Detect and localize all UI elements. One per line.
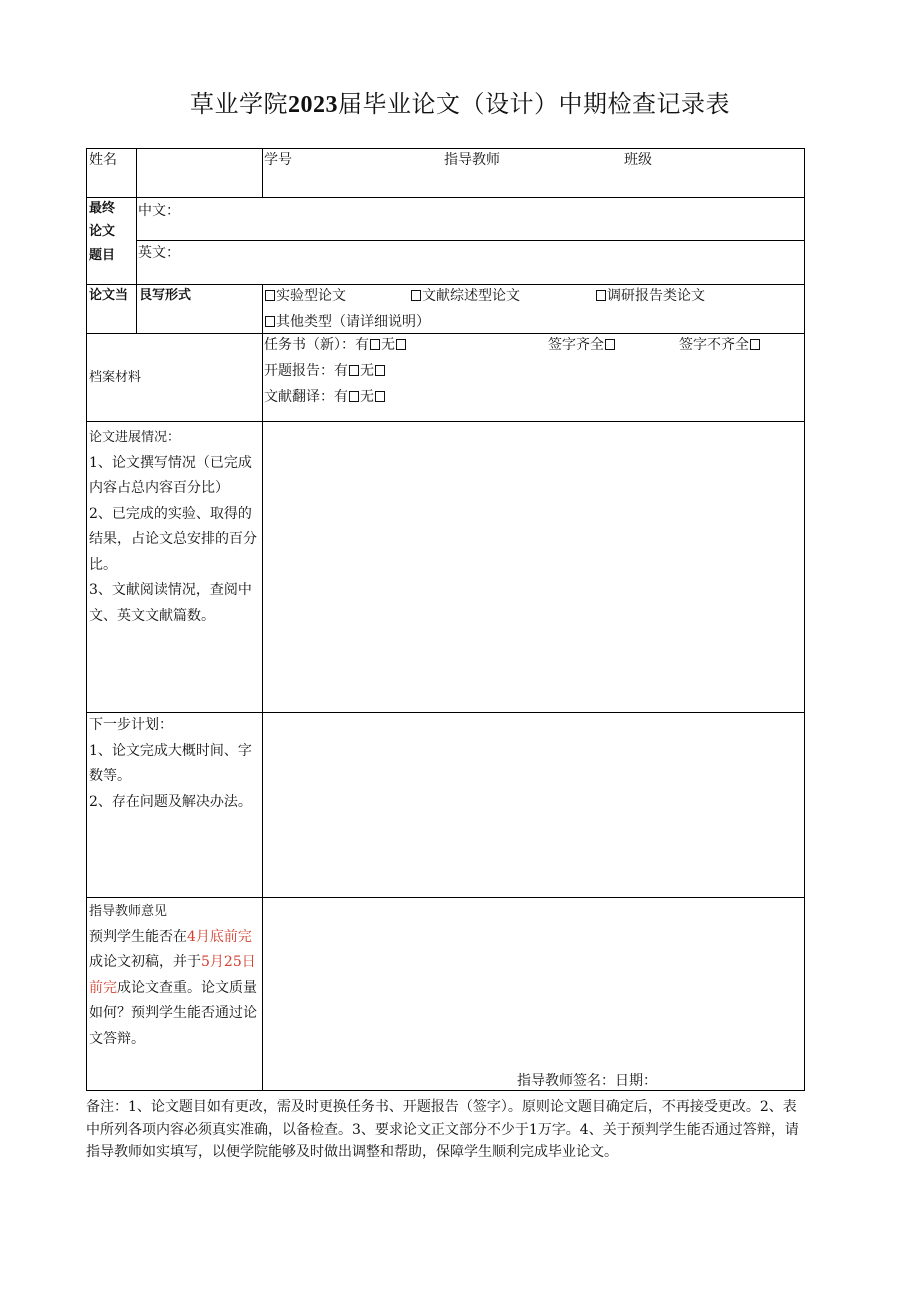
- col-divider: [136, 197, 137, 284]
- sign-complete-item: 签字齐全: [548, 335, 616, 355]
- thesis-type-label-2: 艮写形式: [139, 288, 192, 303]
- row-divider: [87, 897, 804, 898]
- thesis-type-label: 论文当: [89, 288, 129, 303]
- row-divider: [136, 240, 804, 241]
- type-option-experimental[interactable]: 实验型论文: [264, 286, 346, 306]
- checkbox-icon[interactable]: [750, 339, 760, 350]
- student-id-label: 学号: [264, 152, 292, 168]
- name-field[interactable]: [139, 150, 259, 194]
- advisor-section: [89, 899, 261, 1052]
- advisor-text: 预判学生能否在4月底前完成论文初稿，并于5月25日前完成论文查重。论文质量如何？预判学生能否通过论文答辩。: [89, 928, 257, 1047]
- checkbox-icon: [411, 290, 421, 301]
- advisor-heading: 指导教师意见: [89, 904, 168, 919]
- task-book-item: 任务书（新）：有 无: [264, 335, 407, 355]
- progress-item-2: 2、已完成的实验、取得的结果，占论文总安排的百分比。: [89, 505, 257, 573]
- progress-field[interactable]: [264, 423, 802, 710]
- progress-section: [89, 425, 261, 629]
- plan-field[interactable]: [264, 714, 802, 895]
- checkbox-icon[interactable]: [605, 339, 615, 350]
- checkbox-icon[interactable]: [396, 339, 406, 350]
- archive-label: 档案材料: [89, 370, 142, 385]
- remarks-note: 备注：1、论文题目如有更改，需及时更换任务书、开题报告（签字）。原则论文题目确定后，不再接受更改。2、表中所列各项内容必须真实准确，以备检查。3、要求论文正文部分不少于1万字。4、关于预判学生能否通过答辩，请指导教师如实填写，以便学院能够及时做出调整和帮助，保障学生顺利完成毕业论文。: [86, 1099, 799, 1160]
- advisor-label: 指导教师: [444, 152, 500, 168]
- checkbox-icon: [596, 290, 606, 301]
- checkbox-icon[interactable]: [375, 365, 385, 376]
- final-title-label-1: 最终: [89, 201, 116, 216]
- progress-heading: 论文进展情况：: [89, 430, 181, 445]
- plan-heading: 下一步计划：: [89, 717, 173, 733]
- checkbox-icon: [265, 290, 275, 301]
- form-table: [86, 148, 805, 1091]
- plan-item-2: 2、存在问题及解决办法。: [89, 793, 252, 810]
- row-divider: [87, 284, 804, 285]
- sign-incomplete-item: 签字不齐全: [679, 335, 761, 355]
- checkbox-icon[interactable]: [375, 391, 385, 402]
- advisor-opinion-field[interactable]: [264, 899, 802, 1064]
- title-cn-label: 中文：: [138, 203, 180, 219]
- checkbox-icon[interactable]: [370, 339, 380, 350]
- type-option-review[interactable]: 文献综述型论文: [410, 286, 520, 306]
- plan-section: [89, 713, 261, 815]
- checkbox-icon[interactable]: [349, 365, 359, 376]
- checkbox-icon[interactable]: [349, 391, 359, 402]
- col-divider: [136, 284, 137, 333]
- row-divider: [87, 421, 804, 422]
- col-divider: [136, 149, 137, 197]
- col-divider: [262, 284, 263, 1090]
- advisor-signature-date: 指导教师签名：日期：: [517, 1073, 657, 1089]
- row-divider: [87, 333, 804, 334]
- title-en-label: 英文：: [138, 245, 180, 261]
- proposal-item: 开题报告：有 无: [264, 361, 386, 381]
- final-title-label-3: 题目: [89, 248, 116, 263]
- progress-item-3: 3、文献阅读情况，查阅中文、英文文献篇数。: [89, 582, 252, 624]
- plan-item-1: 1、论文完成大概时间、字数等。: [89, 742, 252, 784]
- class-label: 班级: [624, 152, 652, 168]
- checkbox-icon: [265, 316, 275, 327]
- type-option-survey[interactable]: 调研报告类论文: [595, 286, 705, 306]
- col-divider: [262, 149, 263, 197]
- page-title: 草业学院2023届毕业论文（设计）中期检查记录表: [190, 90, 730, 118]
- final-title-label-2: 论文: [89, 224, 116, 239]
- name-label: 姓名: [89, 152, 117, 168]
- type-option-other[interactable]: 其他类型（请详细说明）: [264, 312, 430, 332]
- translation-item: 文献翻译：有 无: [264, 387, 386, 407]
- progress-item-1: 1、论文撰写情况（已完成内容占总内容百分比）: [89, 454, 252, 496]
- row-divider: [87, 197, 804, 198]
